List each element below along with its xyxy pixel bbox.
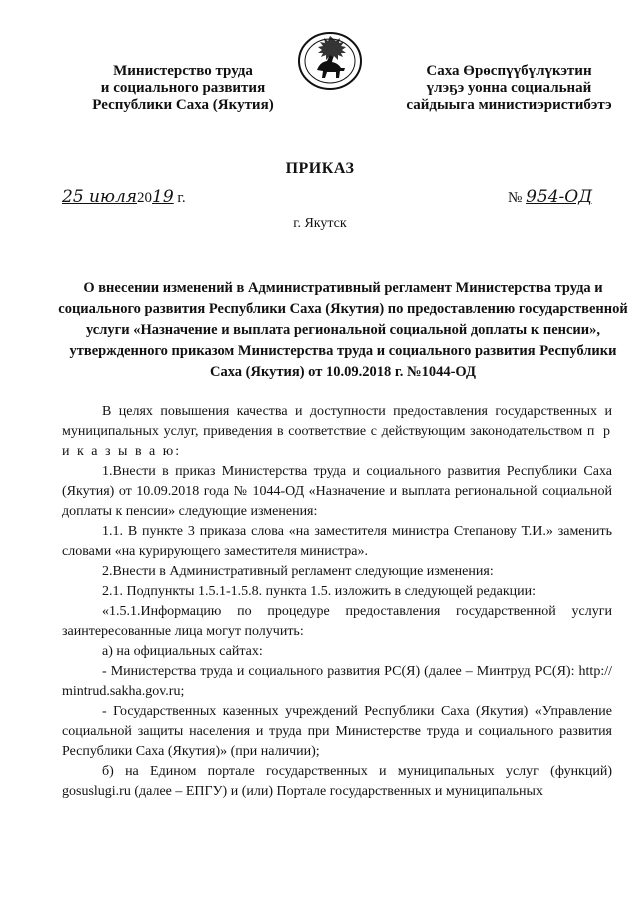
ministry-name-line: и социального развития xyxy=(100,80,266,96)
paragraph-text-sparse: п р и к а з ы в а ю: xyxy=(62,424,612,459)
paragraph xyxy=(62,402,612,462)
sakha-emblem-icon xyxy=(295,30,365,92)
ministry-name-line: Саха Өрөспүүбүлүкэтин xyxy=(426,63,592,79)
date-year-prefix: 20 xyxy=(137,190,153,206)
city: г. Якутск xyxy=(293,216,347,231)
date-g: г. xyxy=(177,190,186,206)
order-number xyxy=(508,187,592,207)
ministry-name-line: сайдыыга министиэристибэтэ xyxy=(406,97,612,113)
date-day-month: 25 июля xyxy=(62,187,138,207)
order-body xyxy=(62,402,612,802)
paragraph: «1.5.1.Информацию по процедуре предоставления государственной услуги заинтересованные лица могут получить: xyxy=(62,604,612,639)
ministry-name-russian xyxy=(72,63,294,114)
number-sign: № xyxy=(508,190,523,206)
document-title: ПРИКАЗ xyxy=(285,160,355,177)
paragraph: - Министерства труда и социального развития РС(Я) (далее – Минтруд РС(Я): http:// mintrud.sakha.gov.ru; xyxy=(62,664,612,699)
number-value: 954-ОД xyxy=(526,187,593,207)
paragraph: б) на Едином портале государственных и муниципальных услуг (функций) gosuslugi.ru (далее – ЕПГУ) и (или) Портале государственных и муниципальных xyxy=(62,764,612,799)
ministry-name-line: үлэҕэ уонна социальнай xyxy=(426,80,592,96)
paragraph: а) на официальных сайтах: xyxy=(102,644,263,659)
paragraph: 1.Внести в приказ Министерства труда и социального развития Республики Саха (Якутия) от 10.09.2018 года № 1044-ОД «Назначение и выплата региональной социальной доплаты к пенсии» следующие изменения: xyxy=(62,464,612,519)
paragraph: - Государственных казенных учреждений Республики Саха (Якутия) «Управление социальной защиты населения и труда при Министерстве труда и социального развития Республики Саха (Якутия)» (при наличии); xyxy=(62,704,612,759)
paragraph-text: В целях повышения качества и доступности предоставления государственных и муниципальных услуг, приведения в соответствие с действующим законодательством xyxy=(62,404,612,439)
ministry-name-yakut xyxy=(398,63,620,114)
paragraph: 1.1. В пункте 3 приказа слова «на заместителя министра Степанову Т.И.» заменить словами «на курирующего заместителя министра». xyxy=(62,524,612,559)
paragraph: 2.Внести в Административный регламент следующие изменения: xyxy=(102,564,494,579)
ministry-name-line: Министерство труда xyxy=(113,63,253,79)
date-year-suffix: 19 xyxy=(152,187,174,207)
paragraph: 2.1. Подпункты 1.5.1-1.5.8. пункта 1.5. изложить в следующей редакции: xyxy=(102,584,536,599)
order-heading: О внесении изменений в Административный регламент Министерства труда и социального развития Республики Саха (Якутия) по предоставлению государственной услуги «Назначение и выплата региональной социальной доплаты к пенсии», утвержденного приказом Министерства труда и социального развития Республики Саха (Якутия) от 10.09.2018 г. №1044-ОД xyxy=(58,280,628,380)
ministry-name-line: Республики Саха (Якутия) xyxy=(92,97,274,113)
order-date xyxy=(62,187,186,207)
